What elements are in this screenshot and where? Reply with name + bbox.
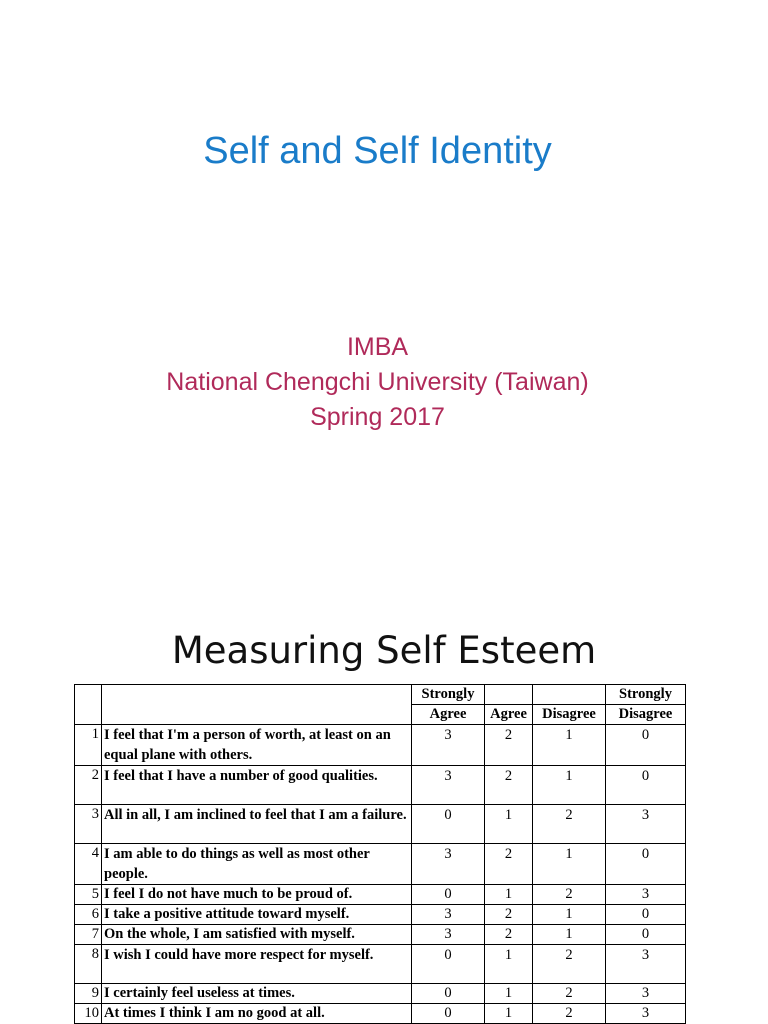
item-statement: On the whole, I am satisfied with myself. bbox=[102, 925, 412, 945]
score-strongly-disagree: 3 bbox=[606, 945, 686, 984]
score-agree: 2 bbox=[485, 766, 533, 805]
score-strongly-disagree: 0 bbox=[606, 844, 686, 885]
score-strongly-agree: 0 bbox=[412, 984, 485, 1004]
item-statement: I certainly feel useless at times. bbox=[102, 984, 412, 1004]
item-number: 7 bbox=[75, 925, 102, 945]
section-title: Measuring Self Esteem bbox=[171, 629, 597, 672]
header-cell: Strongly bbox=[412, 685, 485, 705]
score-strongly-agree: 0 bbox=[412, 1004, 485, 1024]
header-cell: Strongly bbox=[606, 685, 686, 705]
score-disagree: 2 bbox=[533, 984, 606, 1004]
score-disagree: 1 bbox=[533, 925, 606, 945]
table-row bbox=[75, 766, 686, 805]
header-cell bbox=[533, 685, 606, 705]
header-cell: Disagree bbox=[533, 705, 606, 725]
score-strongly-disagree: 0 bbox=[606, 905, 686, 925]
score-strongly-agree: 3 bbox=[412, 725, 485, 766]
table-header-row bbox=[75, 685, 686, 705]
item-number: 2 bbox=[75, 766, 102, 805]
table-row bbox=[75, 805, 686, 844]
header-cell: Agree bbox=[485, 705, 533, 725]
score-strongly-agree: 0 bbox=[412, 885, 485, 905]
table-row bbox=[75, 725, 686, 766]
item-statement: I feel that I have a number of good qualities. bbox=[102, 766, 412, 805]
item-statement: I wish I could have more respect for myself. bbox=[102, 945, 412, 984]
score-strongly-disagree: 0 bbox=[606, 766, 686, 805]
table-row bbox=[75, 984, 686, 1004]
table-row bbox=[75, 844, 686, 885]
item-statement: I am able to do things as well as most other people. bbox=[102, 844, 412, 885]
item-statement: I take a positive attitude toward myself. bbox=[102, 905, 412, 925]
score-disagree: 1 bbox=[533, 844, 606, 885]
score-disagree: 2 bbox=[533, 805, 606, 844]
score-agree: 2 bbox=[485, 905, 533, 925]
header-cell: Agree bbox=[412, 705, 485, 725]
score-strongly-agree: 3 bbox=[412, 925, 485, 945]
item-statement: I feel that I'm a person of worth, at least on an equal plane with others. bbox=[102, 725, 412, 766]
score-disagree: 2 bbox=[533, 885, 606, 905]
header-cell bbox=[75, 685, 102, 725]
item-number: 1 bbox=[75, 725, 102, 766]
item-statement: I feel I do not have much to be proud of. bbox=[102, 885, 412, 905]
score-agree: 1 bbox=[485, 885, 533, 905]
score-agree: 1 bbox=[485, 984, 533, 1004]
table-row bbox=[75, 905, 686, 925]
score-strongly-disagree: 0 bbox=[606, 725, 686, 766]
table-row bbox=[75, 925, 686, 945]
score-agree: 1 bbox=[485, 805, 533, 844]
subtitle-term: Spring 2017 bbox=[310, 403, 445, 431]
score-disagree: 2 bbox=[533, 1004, 606, 1024]
score-strongly-agree: 3 bbox=[412, 844, 485, 885]
header-cell: Disagree bbox=[606, 705, 686, 725]
score-strongly-disagree: 3 bbox=[606, 805, 686, 844]
table-row bbox=[75, 945, 686, 984]
score-agree: 2 bbox=[485, 925, 533, 945]
score-disagree: 1 bbox=[533, 725, 606, 766]
item-number: 4 bbox=[75, 844, 102, 885]
self-esteem-table bbox=[74, 684, 686, 1024]
item-number: 8 bbox=[75, 945, 102, 984]
slide-title: Self and Self Identity bbox=[203, 130, 552, 172]
item-statement: All in all, I am inclined to feel that I am a failure. bbox=[102, 805, 412, 844]
item-number: 5 bbox=[75, 885, 102, 905]
table-row bbox=[75, 1004, 686, 1024]
score-agree: 1 bbox=[485, 945, 533, 984]
item-number: 3 bbox=[75, 805, 102, 844]
score-disagree: 1 bbox=[533, 905, 606, 925]
slide-subtitle bbox=[0, 330, 755, 435]
table-row bbox=[75, 885, 686, 905]
header-cell bbox=[485, 685, 533, 705]
score-disagree: 2 bbox=[533, 945, 606, 984]
subtitle-program: IMBA bbox=[346, 333, 409, 361]
score-agree: 1 bbox=[485, 1004, 533, 1024]
score-strongly-disagree: 3 bbox=[606, 1004, 686, 1024]
item-number: 6 bbox=[75, 905, 102, 925]
item-number: 10 bbox=[75, 1004, 102, 1024]
score-strongly-disagree: 0 bbox=[606, 925, 686, 945]
score-strongly-agree: 0 bbox=[412, 945, 485, 984]
item-statement: At times I think I am no good at all. bbox=[102, 1004, 412, 1024]
score-strongly-agree: 3 bbox=[412, 905, 485, 925]
score-strongly-agree: 3 bbox=[412, 766, 485, 805]
score-agree: 2 bbox=[485, 844, 533, 885]
header-cell bbox=[102, 685, 412, 725]
score-agree: 2 bbox=[485, 725, 533, 766]
score-strongly-disagree: 3 bbox=[606, 885, 686, 905]
subtitle-university: National Chengchi University (Taiwan) bbox=[166, 368, 589, 396]
score-disagree: 1 bbox=[533, 766, 606, 805]
score-strongly-agree: 0 bbox=[412, 805, 485, 844]
score-strongly-disagree: 3 bbox=[606, 984, 686, 1004]
item-number: 9 bbox=[75, 984, 102, 1004]
